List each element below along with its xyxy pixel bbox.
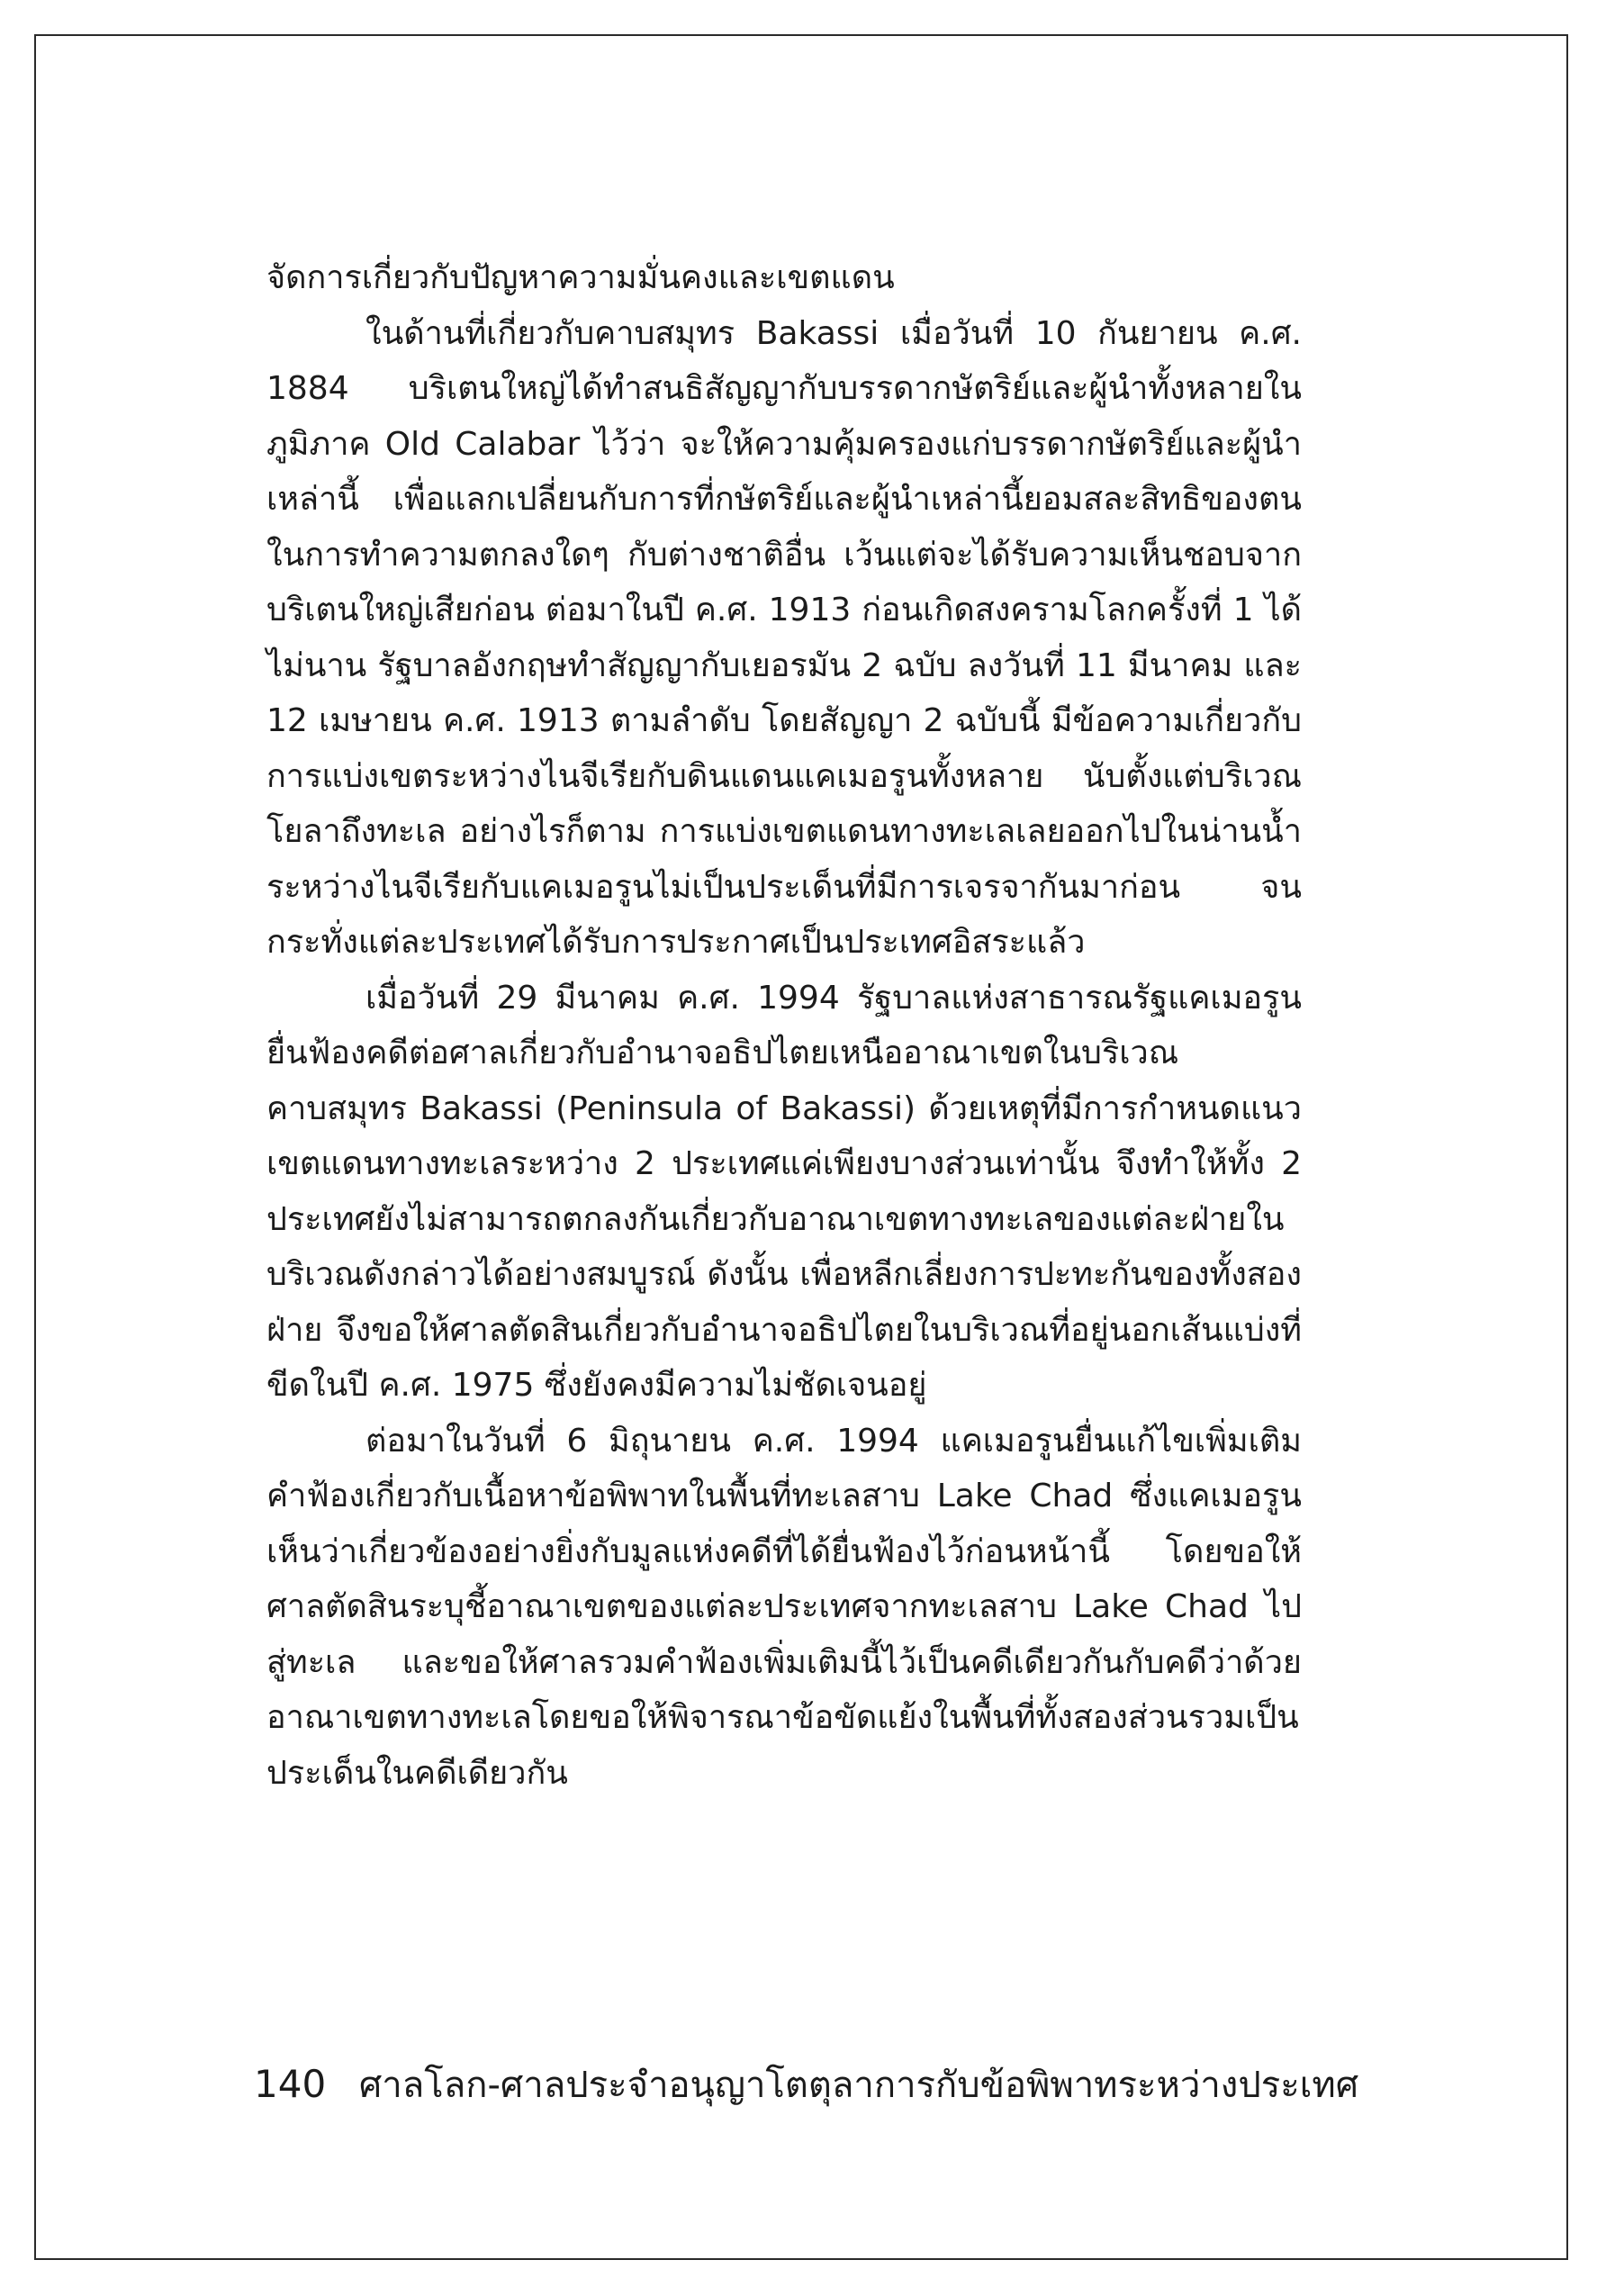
paragraph-continuation: จัดการเกี่ยวกับปัญหาความมั่นคงและเขตแดน	[266, 259, 895, 296]
running-title: ศาลโลก-ศาลประจำอนุญาโตตุลาการกับข้อพิพาทระหว่างประเทศ	[358, 2065, 1359, 2106]
body-text	[266, 250, 1302, 1801]
paragraph-cameroon-filing: เมื่อวันที่ 29 มีนาคม ค.ศ. 1994 รัฐบาลแห่งสาธารณรัฐแคเมอรูนยื่นฟ้องคดีต่อศาลเกี่ยวกับอำนาจอธิปไตยเหนืออาณาเขตในบริเวณคาบสมุทร Bakassi (Peninsula of Bakassi) ด้วยเหตุที่มีการกำหนดแนวเขตแดนทางทะเลระหว่าง 2 ประเทศแค่เพียงบางส่วนเท่านั้น จึงทำให้ทั้ง 2 ประเทศยังไม่สามารถตกลงกันเกี่ยวกับอาณาเขตทางทะเลของแต่ละฝ่ายในบริเวณดังกล่าวได้อย่างสมบูรณ์ ดังนั้น เพื่อหลีกเลี่ยงการปะทะกันของทั้งสองฝ่าย จึงขอให้ศาลตัดสินเกี่ยวกับอำนาจอธิปไตยในบริเวณที่อยู่นอกเส้นแบ่งที่ขีดในปี ค.ศ. 1975 ซึ่งยังคงมีความไม่ชัดเจนอยู่	[266, 979, 1302, 1404]
page-number: 140	[254, 2062, 327, 2106]
paragraph-lake-chad-amendment: ต่อมาในวันที่ 6 มิถุนายน ค.ศ. 1994 แคเมอรูนยื่นแก้ไขเพิ่มเติมคำฟ้องเกี่ยวกับเนื้อหาข้อพิพาทในพื้นที่ทะเลสาบ Lake Chad ซึ่งแคเมอรูนเห็นว่าเกี่ยวข้องอย่างยิ่งกับมูลแห่งคดีที่ได้ยื่นฟ้องไว้ก่อนหน้านี้ โดยขอให้ศาลตัดสินระบุชี้อาณาเขตของแต่ละประเทศจากทะเลสาบ Lake Chad ไปสู่ทะเล และขอให้ศาลรวมคำฟ้องเพิ่มเติมนี้ไว้เป็นคดีเดียวกันกับคดีว่าด้วยอาณาเขตทางทะเลโดยขอให้พิจารณาข้อขัดแย้งในพื้นที่ทั้งสองส่วนรวมเป็นประเด็นในคดีเดียวกัน	[266, 1422, 1302, 1792]
paragraph-bakassi-history: ในด้านที่เกี่ยวกับคาบสมุทร Bakassi เมื่อวันที่ 10 กันยายน ค.ศ. 1884 บริเตนใหญ่ได้ทำสนธิสัญญากับบรรดากษัตริย์และผู้นำทั้งหลายในภูมิภาค Old Calabar ไว้ว่า จะให้ความคุ้มครองแก่บรรดากษัตริย์และผู้นำเหล่านี้ เพื่อแลกเปลี่ยนกับการที่กษัตริย์และผู้นำเหล่านี้ยอมสละสิทธิของตนในการทำความตกลงใดๆ กับต่างชาติอื่น เว้นแต่จะได้รับความเห็นชอบจากบริเตนใหญ่เสียก่อน ต่อมาในปี ค.ศ. 1913 ก่อนเกิดสงครามโลกครั้งที่ 1 ได้ไม่นาน รัฐบาลอังกฤษทำสัญญากับเยอรมัน 2 ฉบับ ลงวันที่ 11 มีนาคม และ 12 เมษายน ค.ศ. 1913 ตามลำดับ โดยสัญญา 2 ฉบับนี้ มีข้อความเกี่ยวกับการแบ่งเขตระหว่างไนจีเรียกับดินแดนแคเมอรูนทั้งหลาย นับตั้งแต่บริเวณโยลาถึงทะเล อย่างไรก็ตาม การแบ่งเขตแดนทางทะเลเลยออกไปในน่านน้ำระหว่างไนจีเรียกับแคเมอรูนไม่เป็นประเด็นที่มีการเจรจากันมาก่อน จนกระทั่งแต่ละประเทศได้รับการประกาศเป็นประเทศอิสระแล้ว	[266, 314, 1302, 961]
page-footer	[254, 2062, 1359, 2108]
